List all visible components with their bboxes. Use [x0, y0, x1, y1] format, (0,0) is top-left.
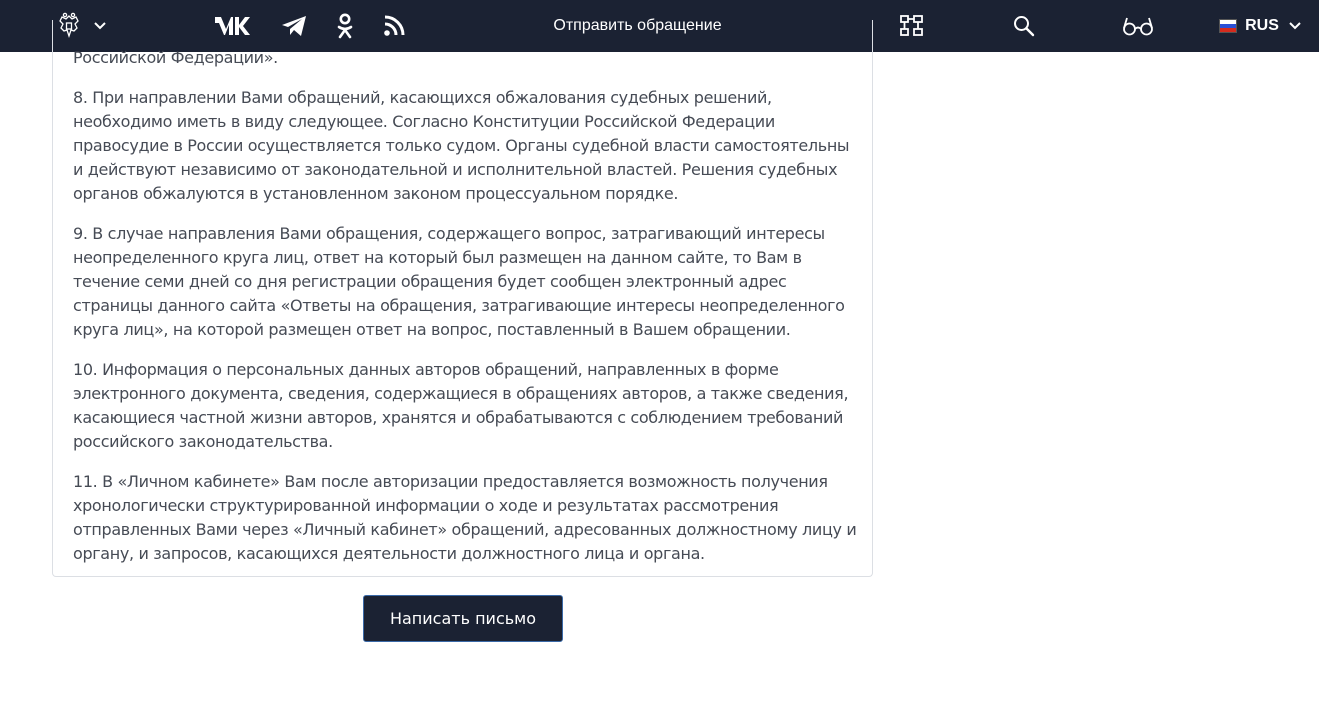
paragraph-9: 9. В случае направления Вами обращения, содержащего вопрос, затрагивающий интересы неопределенного круга лиц, ответ на который был размещен на данном сайте, то Вам в течение семи дней со дня регистрации обращения будет сообщен электронный адрес страницы данного сайта «Ответы на обращения, затрагивающие интересы неопределенного круга лиц», на которой размещен ответ на вопрос, поставленный в Вашем обращении.: [73, 224, 845, 339]
appeal-rules-panel: [52, 20, 873, 577]
write-letter-button[interactable]: Написать письмо: [363, 595, 563, 642]
accessibility-version-button[interactable]: [1118, 0, 1158, 52]
language-selector[interactable]: [1212, 0, 1308, 52]
paragraph-7-tail: Российской Федерации».: [73, 48, 278, 67]
search-button[interactable]: [1008, 0, 1040, 52]
send-appeal-link[interactable]: Отправить обращение: [553, 17, 722, 34]
glasses-icon: [1122, 15, 1154, 37]
sitemap-link[interactable]: [896, 0, 928, 52]
paragraph-11: 11. В «Личном кабинете» Вам после авторизации предоставляется возможность получения хронологически структурированной информации о ходе и результатах рассмотрения отправленных Вами через «Личный кабинет» обращений, адресованных должностному лицу и органу, и запросов, касающихся деятельности должностного лица и органа.: [73, 472, 857, 563]
chevron-down-icon: [1289, 22, 1301, 30]
paragraph-10: 10. Информация о персональных данных авторов обращений, направленных в форме электронного документа, сведения, содержащиеся в обращениях авторов, а также сведения, касающиеся частной жизни авторов, хранятся и обрабатываются с соблюдением требований российского законодательства.: [73, 360, 849, 451]
search-icon: [1013, 15, 1035, 37]
sitemap-icon: [900, 15, 924, 37]
paragraph-8: 8. При направлении Вами обращений, касающихся обжалования судебных решений, необходимо иметь в виду следующее. Согласно Конституции Российской Федерации правосудие в России осуществляется только судом. Органы судебной власти самостоятельны и действуют независимо от законодательной и исполнительной властей. Решения судебных органов обжалуются в установленном законом процессуальном порядке.: [73, 88, 850, 203]
flag-ru-icon: [1219, 19, 1237, 33]
language-code: RUS: [1245, 17, 1279, 34]
